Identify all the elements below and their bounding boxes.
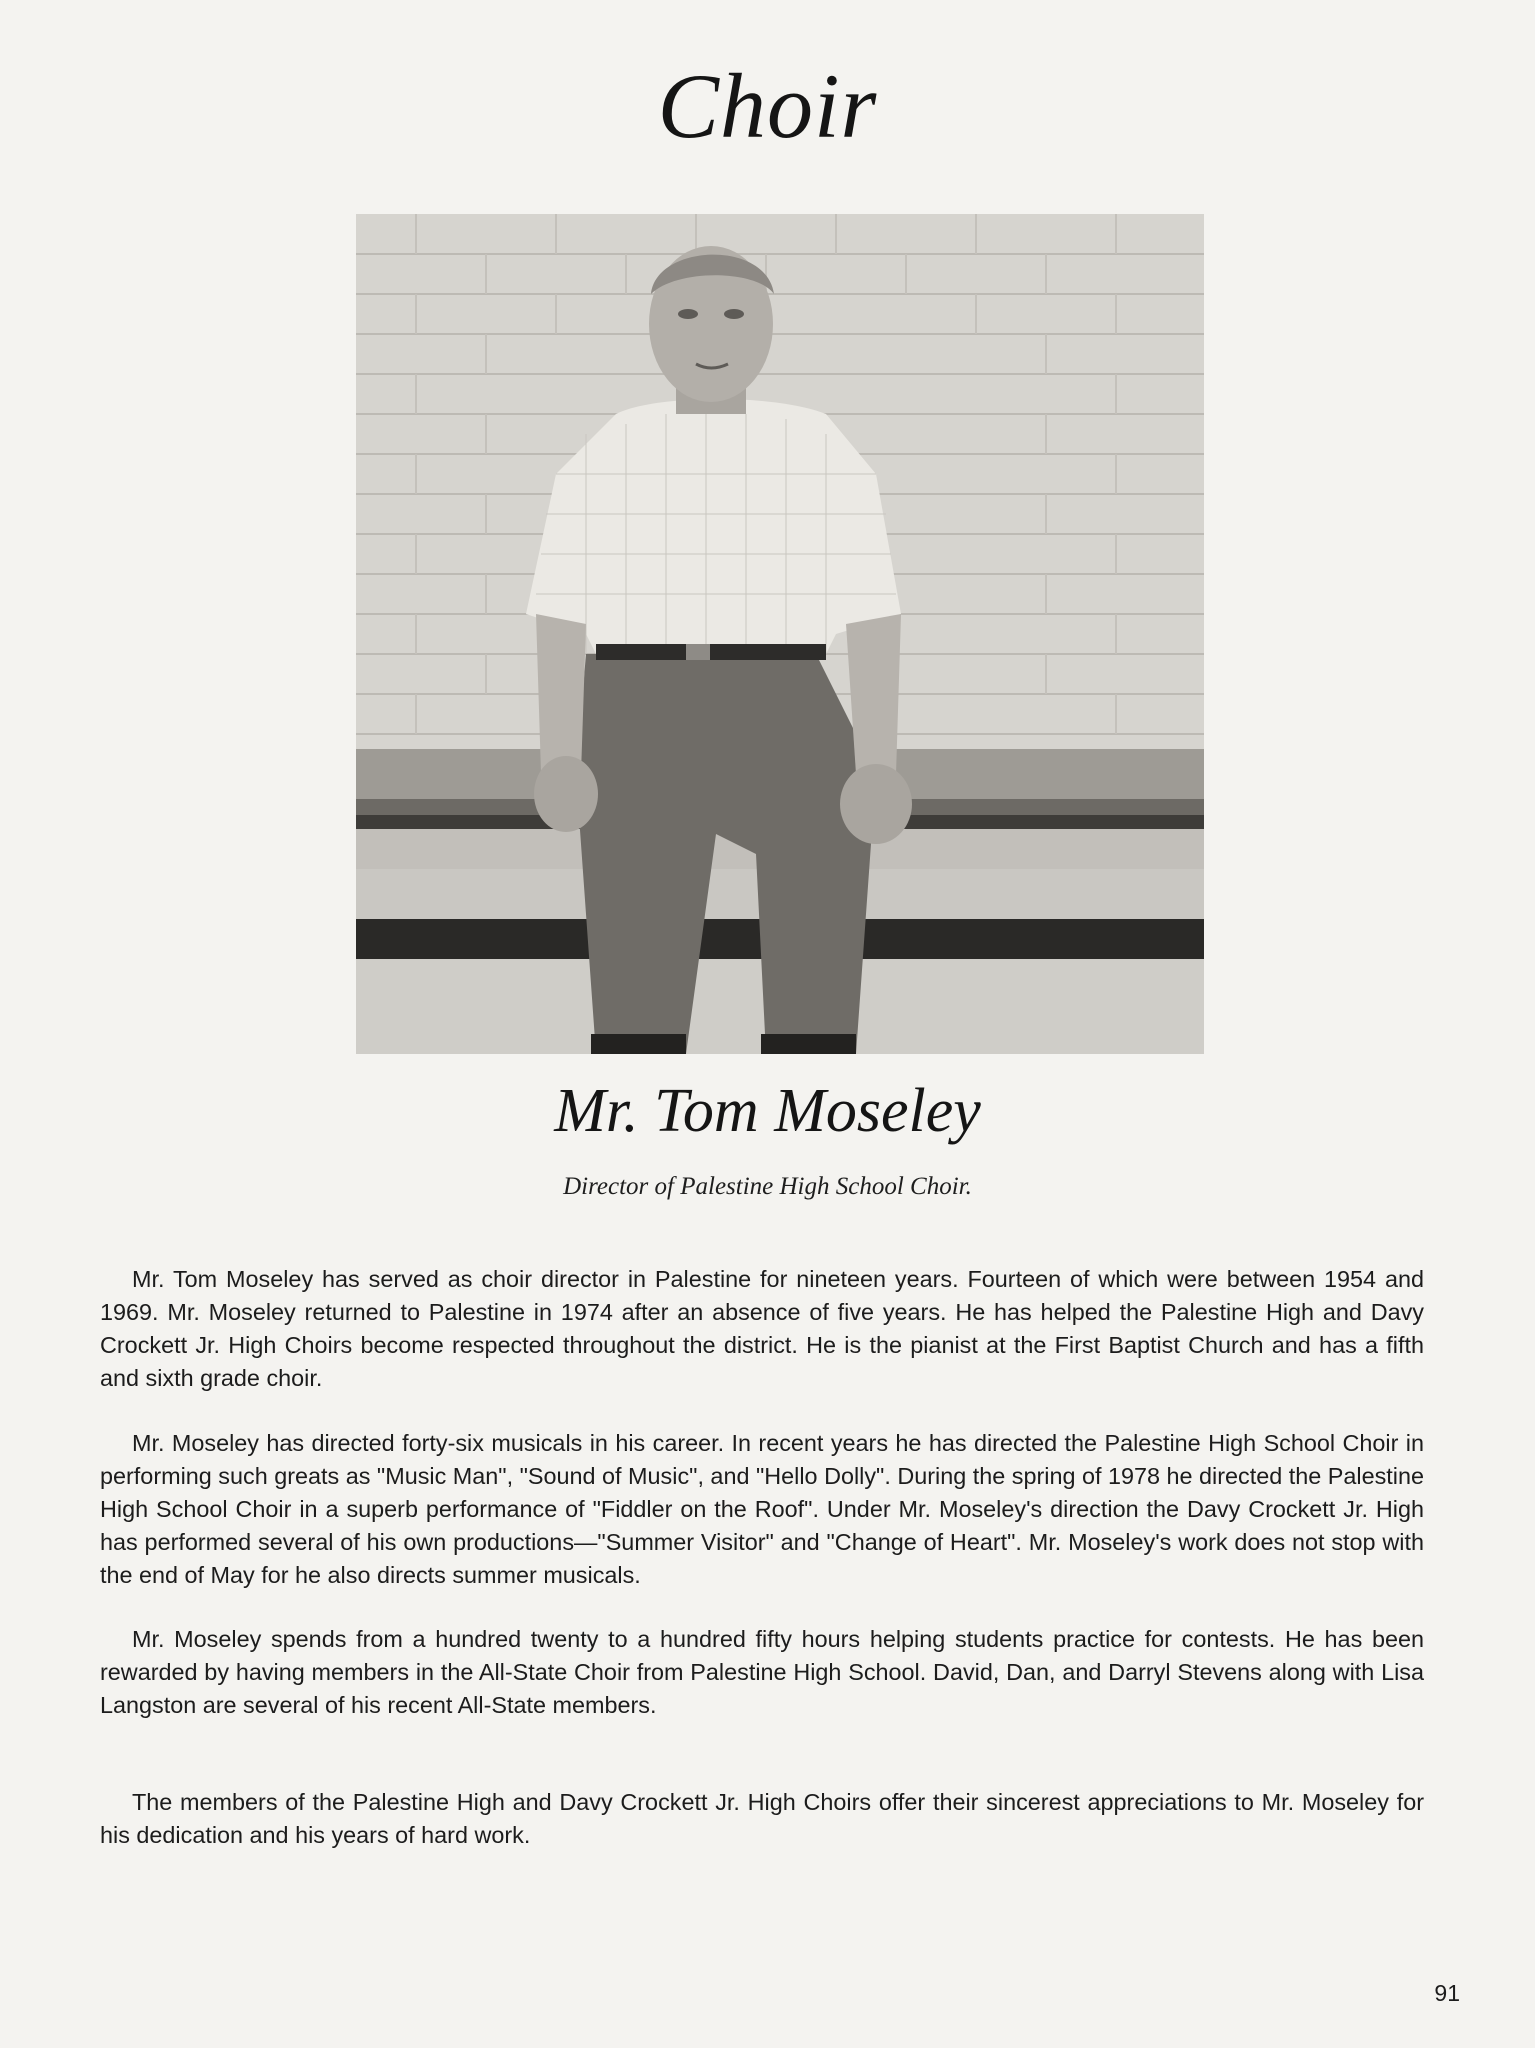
portrait-illustration xyxy=(356,214,1204,1054)
paragraph-1: Mr. Tom Moseley has served as choir director in Palestine for nineteen years. Fourteen of which were between 1954 and 1969. Mr. Moseley returned to Palestine in 1974 after an absence of five years. He has helped the Palestine High and Davy Crockett Jr. High Choirs become respected throughout the district. He is the pianist at the First Baptist Church and has a fifth and sixth grade choir. xyxy=(100,1266,1424,1392)
director-role: Director of Palestine High School Choir. xyxy=(563,1173,972,1200)
paragraph-4: The members of the Palestine High and Davy Crockett Jr. High Choirs offer their sincerest appreciations to Mr. Moseley for his dedication and his years of hard work. xyxy=(100,1789,1424,1849)
paragraph-3: Mr. Moseley spends from a hundred twenty to a hundred fifty hours helping students practice for contests. He has been rewarded by having members in the All-State Choir from Palestine High School. David, Dan, and Darryl Stevens along with Lisa Langston are several of his recent All-State members. xyxy=(100,1626,1424,1719)
section-title: Choir xyxy=(657,55,878,157)
director-portrait-photo xyxy=(356,214,1204,1054)
paragraph-2: Mr. Moseley has directed forty-six musicals in his career. In recent years he has directed the Palestine High School Choir in performing such greats as "Music Man", "Sound of Music", and "Hello Dolly". During the spring of 1978 he directed the Palestine High School Choir in a superb performance of "Fiddler on the Roof". Under Mr. Moseley's direction the Davy Crockett Jr. High has performed several of his own productions—"Summer Visitor" and "Change of Heart". Mr. Moseley's work does not stop with the end of May for he also directs summer musicals. xyxy=(100,1430,1424,1589)
page-number: 91 xyxy=(1434,1980,1460,2006)
director-name: Mr. Tom Moseley xyxy=(554,1077,981,1145)
